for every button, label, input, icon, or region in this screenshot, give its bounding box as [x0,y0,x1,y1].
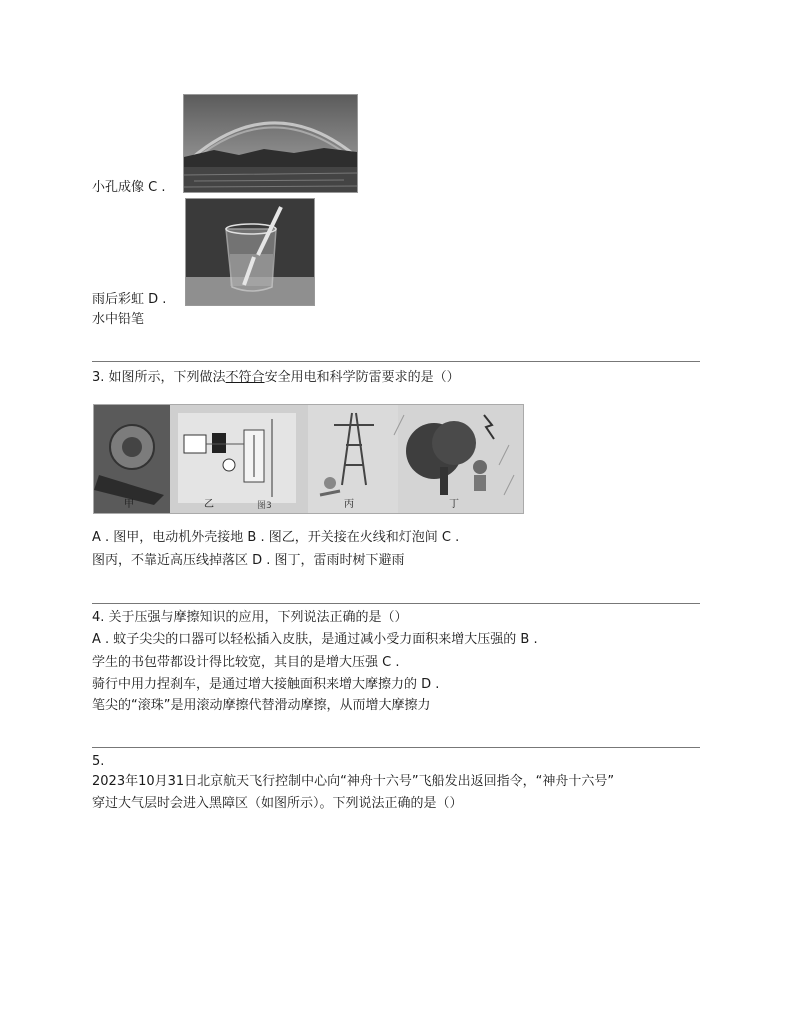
question-4-line-1: A . 蚊子尖尖的口器可以轻松插入皮肤，是通过减小受力面积来增大压强的 B . [92,632,538,647]
divider [92,603,700,604]
option-b-caption: 小孔成像 C . [92,180,166,195]
question-5-number: 5. [92,754,105,769]
divider [92,361,700,362]
figure-caption: 图3 [257,501,272,511]
question-5-line-1: 2023年10月31日北京航天飞行控制中心向“神舟十六号”飞船发出返回指令，“神舟十六号” [92,774,615,789]
option-d-caption: 水中铅笔 [92,312,145,327]
rainbow-photo [183,94,358,193]
question-3-suffix: 安全用电和科学防雷要求的是（） [264,370,460,385]
option-c-caption: 雨后彩虹 D . [92,292,167,307]
question-3-prefix: 3. 如图所示，下列做法 [92,370,226,385]
question-4-line-4: 笔尖的“滚珠”是用滚动摩擦代替滑动摩擦，从而增大摩擦力 [92,698,431,713]
question-3-figure [93,404,524,514]
figure-label-bing: 丙 [344,499,354,510]
question-3-underlined: 不符合 [225,370,265,385]
pencil-in-water-photo [185,198,315,306]
divider [92,747,700,748]
question-3-options-line-1: A . 图甲，电动机外壳接地 B . 图乙，开关接在火线和灯泡间 C . [92,530,460,545]
figure-label-ding: 丁 [449,499,459,510]
question-4-line-2: 学生的书包带都设计得比较宽，其目的是增大压强 C . [92,655,400,670]
figure-label-jia: 甲 [124,499,134,510]
question-5-line-2: 穿过大气层时会进入黑障区（如图所示）。下列说法正确的是（） [92,796,463,811]
question-4-stem: 4. 关于压强与摩擦知识的应用，下列说法正确的是（） [92,610,408,625]
question-3-options-line-2: 图丙，不靠近高压线掉落区 D . 图丁，雷雨时树下避雨 [92,553,405,568]
question-4-line-3: 骑行中用力捏刹车，是通过增大接触面积来增大摩擦力的 D . [92,677,440,692]
figure-label-yi: 乙 [204,499,214,510]
question-3-stem [92,370,460,386]
